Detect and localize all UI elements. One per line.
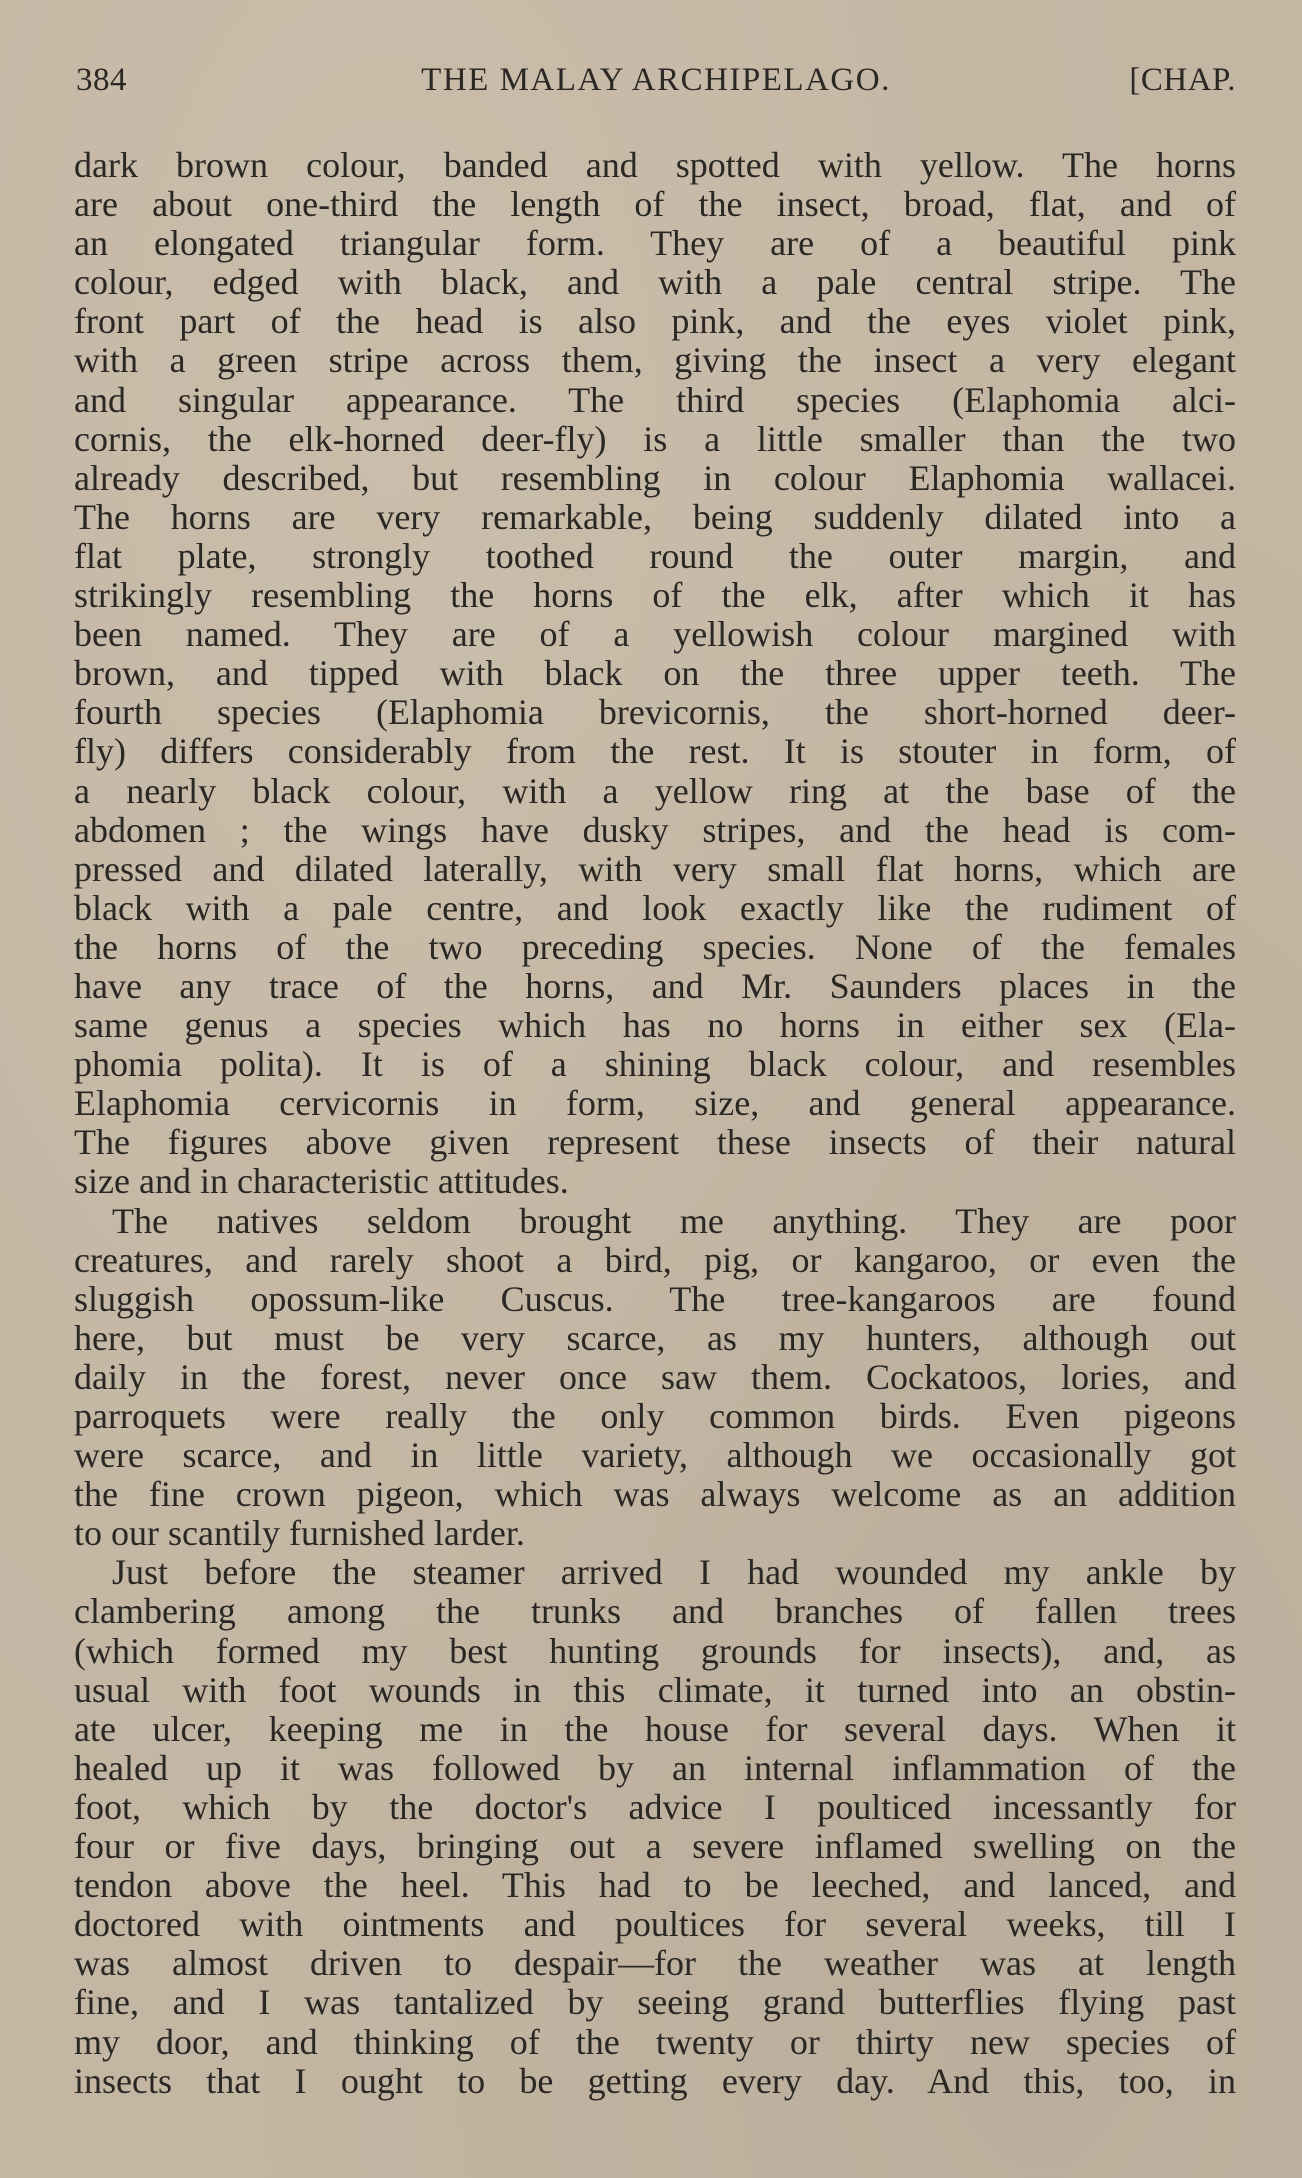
text-line: healed up it was followed by an internal inflammation of the (74, 1748, 1236, 1788)
text-line: were scarce, and in little variety, although we occasionally got (74, 1436, 1236, 1476)
text-line: strikingly resembling the horns of the elk, after which it has (74, 576, 1236, 616)
text-line: abdomen ; the wings have dusky stripes, and the head is com- (74, 810, 1236, 850)
text-line: parroquets were really the only common birds. Even pigeons (74, 1397, 1236, 1436)
text-line: colour, edged with black, and with a pale central stripe. The (74, 263, 1236, 303)
chapter-mark: [CHAP. (1129, 62, 1236, 98)
text-line: here, but must be very scarce, as my hunters, although out (74, 1318, 1236, 1358)
text-line: phomia polita). It is of a shining black colour, and resembles (74, 1045, 1236, 1085)
text-line: front part of the head is also pink, and the eyes violet pink, (74, 302, 1236, 342)
text-line: Just before the steamer arrived I had wounded my ankle by (112, 1553, 1236, 1593)
text-line: The horns are very remarkable, being suddenly dilated into a (74, 497, 1236, 537)
text-line: flat plate, strongly toothed round the outer margin, and (74, 536, 1236, 576)
text-line: are about one-third the length of the insect, broad, flat, and of (74, 185, 1236, 225)
text-line: a nearly black colour, with a yellow ring at the base of the (74, 771, 1236, 811)
text-line: pressed and dilated laterally, with very small flat horns, which are (74, 849, 1236, 889)
text-line: an elongated triangular form. They are of a beautiful pink (74, 224, 1236, 264)
text-line: dark brown colour, banded and spotted with yellow. The horns (74, 146, 1236, 185)
text-line: already described, but resembling in colour Elaphomia wallacei. (74, 458, 1236, 498)
page-number: 384 (76, 62, 127, 98)
text-line: The figures above given represent these insects of their natural (74, 1123, 1236, 1163)
text-line: the horns of the two preceding species. None of the females (74, 927, 1236, 967)
book-title: THE MALAY ARCHIPELAGO. (421, 62, 891, 98)
text-line: tendon above the heel. This had to be leeched, and lanced, and (74, 1866, 1236, 1906)
text-line: daily in the forest, never once saw them. Cockatoos, lories, and (74, 1357, 1236, 1397)
text-line: have any trace of the horns, and Mr. Saunders places in the (74, 966, 1236, 1006)
text-line: ate ulcer, keeping me in the house for several days. When it (74, 1709, 1236, 1749)
text-line: Elaphomia cervicornis in form, size, and general appearance. (74, 1084, 1236, 1124)
text-line: (which formed my best hunting grounds for insects), and, as (74, 1631, 1236, 1671)
running-head (76, 62, 1236, 112)
text-line: fourth species (Elaphomia brevicornis, the short-horned deer- (74, 693, 1236, 733)
text-line: my door, and thinking of the twenty or thirty new species of (74, 2022, 1236, 2062)
text-line: was almost driven to despair—for the weather was at length (74, 1944, 1236, 1984)
text-line: size and in characteristic attitudes. (74, 1162, 569, 1202)
text-line: and singular appearance. The third species (Elaphomia alci- (74, 380, 1236, 420)
text-line: sluggish opossum-like Cuscus. The tree-kangaroos are found (74, 1279, 1236, 1319)
text-line: foot, which by the doctor's advice I poulticed incessantly for (74, 1787, 1236, 1827)
text-line: to our scantily furnished larder. (74, 1514, 525, 1554)
text-line: same genus a species which has no horns in either sex (Ela- (74, 1006, 1236, 1046)
text-line: with a green stripe across them, giving the insect a very elegant (74, 341, 1236, 381)
text-line: cornis, the elk-horned deer-fly) is a little smaller than the two (74, 419, 1236, 459)
text-line: four or five days, bringing out a severe inflamed swelling on the (74, 1827, 1236, 1867)
text-line: the fine crown pigeon, which was always welcome as an addition (74, 1475, 1236, 1515)
text-line: fly) differs considerably from the rest. It is stouter in form, of (74, 732, 1236, 772)
text-line: brown, and tipped with black on the three upper teeth. The (74, 654, 1236, 694)
text-line: doctored with ointments and poultices for several weeks, till I (74, 1905, 1236, 1945)
text-line: black with a pale centre, and look exactly like the rudiment of (74, 888, 1236, 928)
text-line: usual with foot wounds in this climate, it turned into an obstin- (74, 1670, 1236, 1710)
text-line: insects that I ought to be getting every day. And this, too, in (74, 2061, 1236, 2101)
text-line: been named. They are of a yellowish colour margined with (74, 615, 1236, 655)
text-line: clambering among the trunks and branches of fallen trees (74, 1592, 1236, 1632)
text-line: creatures, and rarely shoot a bird, pig, or kangaroo, or even the (74, 1240, 1236, 1280)
body-text (74, 146, 1236, 2101)
text-line: fine, and I was tantalized by seeing grand butterflies flying past (74, 1983, 1236, 2023)
text-line: The natives seldom brought me anything. They are poor (112, 1201, 1236, 1241)
